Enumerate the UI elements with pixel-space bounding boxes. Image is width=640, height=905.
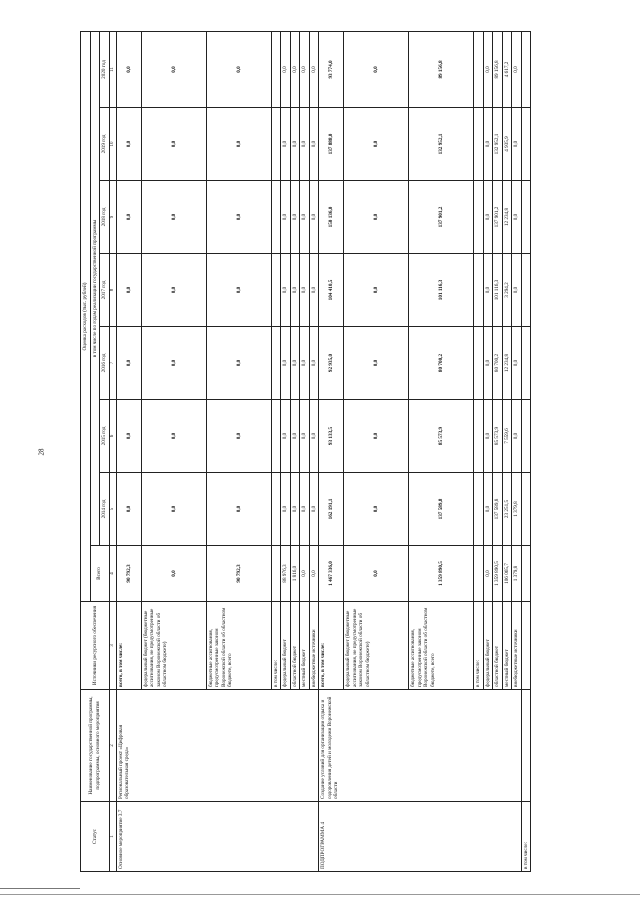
row-value: 88 976,3	[281, 546, 291, 602]
col-number: 1	[109, 802, 116, 872]
row-value: 0,0	[116, 181, 141, 254]
row-value: 137 589,8	[409, 473, 474, 546]
row-value: 0,0	[309, 546, 319, 602]
row-source: областной бюджет	[290, 602, 300, 690]
row-value	[271, 327, 281, 400]
row-value: 1 359 890,5	[409, 546, 474, 602]
footer-row	[521, 31, 531, 871]
row-value	[474, 254, 484, 327]
row-value: 0,0	[300, 327, 310, 400]
row-value: 90 792,3	[206, 546, 271, 602]
row-value: 0,0	[309, 181, 319, 254]
row-value: 1 359 890,5	[493, 546, 503, 602]
row-value: 0,0	[300, 31, 310, 107]
row-value: 89 156,8	[409, 31, 474, 107]
col-number: 5	[109, 473, 116, 546]
row-value: 0,0	[206, 108, 271, 181]
row-value	[474, 473, 484, 546]
row-value: 93 133,5	[319, 400, 344, 473]
row-value: 0,0	[141, 327, 206, 400]
row-value: 0,0	[290, 108, 300, 181]
table-row	[116, 31, 141, 871]
row-value: 7 559,6	[502, 400, 512, 473]
footer-rule	[0, 888, 80, 889]
row-value: 0,0	[141, 108, 206, 181]
row-value: 132 952,1	[409, 108, 474, 181]
row-source: местный бюджет	[300, 602, 310, 690]
row-value: 0,0	[483, 327, 493, 400]
page-number: 28	[37, 448, 46, 456]
header-year: 2019 год	[100, 108, 110, 181]
row-name: Создание условий для организации отдыха и оздоровления детей и молодежи Воронежской области	[319, 690, 522, 802]
header-source: Источники ресурсного обеспечения	[81, 602, 110, 690]
header-year: 2014 год	[100, 473, 110, 546]
row-source: внебюджетные источники	[512, 602, 522, 690]
row-value: 0,0	[281, 181, 291, 254]
row-value	[271, 400, 281, 473]
col-number: 3	[109, 602, 116, 690]
row-value: 0,0	[483, 254, 493, 327]
header-status: Статус	[81, 802, 110, 872]
row-value: 80 700,2	[409, 327, 474, 400]
row-value: 0,0	[141, 546, 206, 602]
row-value: 0,0	[344, 181, 409, 254]
row-value: 0,0	[281, 254, 291, 327]
footer-rule	[0, 894, 640, 895]
row-value: 0,0	[300, 400, 310, 473]
row-value: 0,0	[309, 31, 319, 107]
row-value	[271, 31, 281, 107]
row-value: 0,0	[483, 108, 493, 181]
row-value: 0,0	[116, 254, 141, 327]
row-value: 93 774,0	[319, 31, 344, 107]
row-value: 23 251,5	[502, 473, 512, 546]
row-value: 0,0	[512, 108, 522, 181]
row-source: федеральный бюджет	[281, 602, 291, 690]
row-value: 106 065,7	[502, 546, 512, 602]
row-value: 1 379,8	[512, 473, 522, 546]
row-source: всего, в том числе:	[116, 602, 141, 690]
row-value: 0,0	[290, 181, 300, 254]
rotated-table-container	[80, 32, 580, 872]
row-source: областной бюджет	[493, 602, 503, 690]
row-value: 0,0	[344, 400, 409, 473]
header-year: 2016 год	[100, 327, 110, 400]
row-value: 0,0	[483, 400, 493, 473]
row-value: 0,0	[309, 473, 319, 546]
row-value: 4 617,2	[502, 31, 512, 107]
row-value: 0,0	[512, 254, 522, 327]
row-source: бюджетные ассигнования, предусмотренные законом Воронежской области об областном бюджете, всего	[206, 602, 271, 690]
row-status: Основное мероприятие 3.7	[116, 802, 319, 872]
row-source: федеральный бюджет	[483, 602, 493, 690]
row-value: 0,0	[116, 108, 141, 181]
row-value: 0,0	[206, 400, 271, 473]
row-value: 1 816,0	[290, 546, 300, 602]
row-value: 12 234,8	[502, 181, 512, 254]
row-value: 150 136,0	[319, 181, 344, 254]
row-value: 0,0	[309, 254, 319, 327]
row-value: 89 156,8	[493, 31, 503, 107]
col-number: 11	[109, 31, 116, 107]
row-source: бюджетные ассигнования, предусмотренные законом Воронежской области об областном бюджете, всего	[409, 602, 474, 690]
row-value: 0,0	[141, 181, 206, 254]
row-value: 0,0	[344, 327, 409, 400]
row-value: 104 410,5	[319, 254, 344, 327]
row-value: 0,0	[141, 400, 206, 473]
col-number: 9	[109, 181, 116, 254]
row-value: 0,0	[116, 31, 141, 107]
row-value: 0,0	[309, 108, 319, 181]
block-subprogram-4	[319, 31, 522, 871]
header-total: Всего	[90, 546, 109, 602]
row-value: 0,0	[141, 254, 206, 327]
row-name: Региональный проект «Цифровая образовательная среда»	[116, 690, 319, 802]
row-value: 0,0	[300, 181, 310, 254]
col-number: 2	[109, 690, 116, 802]
column-number-row	[109, 31, 116, 871]
row-source: внебюджетные источники	[309, 602, 319, 690]
row-value: 0,0	[344, 473, 409, 546]
row-value: 0,0	[483, 546, 493, 602]
row-value: 1 467 336,0	[319, 546, 344, 602]
row-value: 4 935,9	[502, 108, 512, 181]
row-value: 1 379,8	[512, 546, 522, 602]
col-number: 8	[109, 254, 116, 327]
row-source: федеральный бюджет (бюджетные ассигнования, не предусмотренные законом Воронежской области об областном бюджете)	[141, 602, 206, 690]
row-value: 0,0	[290, 254, 300, 327]
row-value: 0,0	[281, 400, 291, 473]
row-value	[271, 108, 281, 181]
row-value: 0,0	[512, 181, 522, 254]
row-value: 0,0	[116, 473, 141, 546]
row-value: 0,0	[290, 31, 300, 107]
block-main-activity-3-7	[116, 31, 319, 871]
row-value: 0,0	[206, 327, 271, 400]
row-value: 85 573,9	[493, 400, 503, 473]
row-value: 0,0	[344, 108, 409, 181]
row-value: 0,0	[512, 400, 522, 473]
row-value	[271, 181, 281, 254]
row-value	[474, 108, 484, 181]
row-value: 0,0	[141, 31, 206, 107]
row-value: 162 191,1	[319, 473, 344, 546]
row-value: 101 116,3	[493, 254, 503, 327]
row-value	[271, 546, 281, 602]
row-value: 80 700,2	[493, 327, 503, 400]
row-value: 0,0	[300, 254, 310, 327]
row-value: 90 792,3	[116, 546, 141, 602]
row-value: 0,0	[206, 181, 271, 254]
row-value: 0,0	[141, 473, 206, 546]
row-value: 0,0	[300, 108, 310, 181]
row-source: в том числе:	[474, 602, 484, 690]
row-value: 0,0	[281, 108, 291, 181]
row-value: 0,0	[281, 473, 291, 546]
row-value	[474, 546, 484, 602]
row-value: 101 116,3	[409, 254, 474, 327]
budget-table	[80, 31, 531, 872]
row-value	[474, 400, 484, 473]
row-source: в том числе:	[271, 602, 281, 690]
row-value: 0,0	[512, 31, 522, 107]
row-value: 0,0	[281, 327, 291, 400]
row-value: 0,0	[344, 31, 409, 107]
footer-status: в том числе:	[521, 802, 531, 872]
row-value	[474, 327, 484, 400]
row-value: 0,0	[290, 473, 300, 546]
row-value: 0,0	[300, 546, 310, 602]
header-year: 2015 год	[100, 400, 110, 473]
row-value: 85 573,9	[409, 400, 474, 473]
row-value: 0,0	[206, 31, 271, 107]
row-value: 137 589,8	[493, 473, 503, 546]
header-year: 2017 год	[100, 254, 110, 327]
row-value: 0,0	[206, 473, 271, 546]
row-value	[474, 31, 484, 107]
row-value: 12 234,8	[502, 327, 512, 400]
row-value: 0,0	[290, 327, 300, 400]
row-value	[474, 181, 484, 254]
row-value: 0,0	[483, 181, 493, 254]
row-value: 0,0	[300, 473, 310, 546]
row-value: 0,0	[206, 254, 271, 327]
row-value: 0,0	[483, 31, 493, 107]
header-by-years: в том числе по годам реализации государственной программы	[90, 31, 100, 545]
header-estimate: Оценка расходов (тыс. рублей)	[81, 31, 91, 601]
row-value: 137 901,2	[409, 181, 474, 254]
header-year: 2020 год	[100, 31, 110, 107]
row-value	[271, 254, 281, 327]
row-value: 0,0	[309, 327, 319, 400]
row-value: 0,0	[483, 473, 493, 546]
row-value: 137 901,2	[493, 181, 503, 254]
row-value: 0,0	[116, 400, 141, 473]
col-number: 6	[109, 400, 116, 473]
col-number: 10	[109, 108, 116, 181]
row-source: федеральный бюджет (бюджетные ассигнования, не предусмотренные законом Воронежской области об областном бюджете)	[344, 602, 409, 690]
row-value: 0,0	[116, 327, 141, 400]
table-row	[319, 31, 344, 871]
row-value: 0,0	[512, 327, 522, 400]
row-value: 132 952,1	[493, 108, 503, 181]
row-value: 92 935,0	[319, 327, 344, 400]
row-source: всего, в том числе:	[319, 602, 344, 690]
row-value: 0,0	[281, 31, 291, 107]
col-number: 7	[109, 327, 116, 400]
row-value: 0,0	[290, 400, 300, 473]
row-value: 3 294,2	[502, 254, 512, 327]
header-name: Наименование государственной программы, подпрограммы, основного мероприятия	[81, 690, 110, 802]
row-value: 137 888,0	[319, 108, 344, 181]
header-year: 2018 год	[100, 181, 110, 254]
row-source: местный бюджет	[502, 602, 512, 690]
row-value: 0,0	[344, 546, 409, 602]
row-value: 0,0	[344, 254, 409, 327]
row-value	[271, 473, 281, 546]
row-value: 0,0	[309, 400, 319, 473]
row-status: ПОДПРОГРАММА 4	[319, 802, 522, 872]
col-number: 4	[109, 546, 116, 602]
